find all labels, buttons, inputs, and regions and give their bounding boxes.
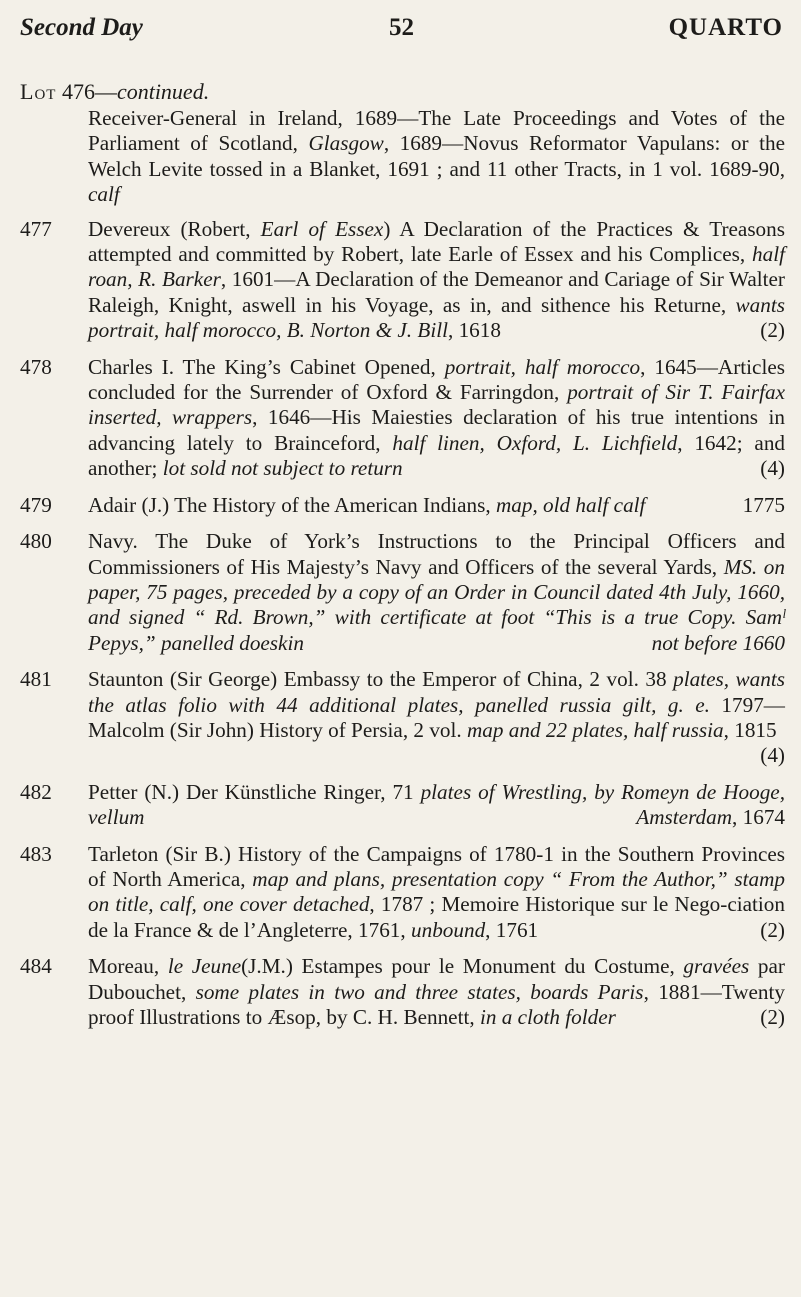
lot-text-run: Receiver-General in Ireland, 1689—The Late Proceedings and Votes of the Parliament of Scotland, <box>88 106 785 156</box>
lot-description <box>88 529 785 656</box>
lot-text-run: portrait of Sir T. Fairfax inserted, wrappers <box>88 380 785 430</box>
lot-text-run: gravées <box>683 954 750 979</box>
lot-text-run: map, old half calf <box>495 492 646 517</box>
lot-text-run: 1797—Malcolm (Sir John) History of Persia, 2 vol. <box>88 692 785 742</box>
running-head <box>20 14 783 44</box>
lot-description <box>88 106 785 208</box>
lot-number: 481 <box>20 667 52 692</box>
lot-text-run: Charles I. The King’s Cabinet Opened, <box>88 354 445 379</box>
lot-entry <box>20 780 785 831</box>
lot-count: (4) <box>760 743 785 768</box>
lot-entry <box>20 954 785 1030</box>
lot-text-run: half linen, Oxford, L. Lichfield <box>392 430 678 455</box>
lot-entry <box>20 217 785 344</box>
lot-text-run: , 1761 <box>485 917 539 942</box>
lot-text-run: unbound <box>411 917 486 942</box>
lot-text-run: map and 22 plates, half russia <box>467 717 724 742</box>
lot-text-run: , 1689—Novus Reformator Vapulans: or the Welch Levite tossed in a Blanket, 1691 ; and 11 other Tracts, in 1 vol. 1689-90, <box>88 131 785 181</box>
lot-number: 483 <box>20 841 52 866</box>
lot-continued-heading <box>20 78 781 106</box>
lot-text-run: , 1645—Articles concluded for the Surrender of Oxford & Farringdon, <box>88 354 785 405</box>
lot-entry <box>20 842 785 944</box>
lot-text-run: , 1815 <box>723 717 777 742</box>
lot-count: (2) <box>760 1005 785 1029</box>
lot-description <box>88 355 785 482</box>
lot-text-run: , 1787 ; Memoire Historique sur le Nego-ciation de la France & de l’Angleterre, 1761, <box>88 892 785 942</box>
lot-count: (4) <box>760 456 785 481</box>
lot-number: 480 <box>20 529 52 554</box>
lot-keyword: Lot <box>20 79 57 104</box>
lot-text-run: par Dubouchet, <box>88 954 785 1004</box>
lot-text-run: , 1646—His Maiesties declaration of his true intentions in advancing lately to Brainceford, <box>88 405 785 455</box>
lot-count: (2) <box>760 917 785 942</box>
header-format: QUARTO <box>668 14 783 41</box>
lot-entry <box>20 106 785 208</box>
lot-text-run: portrait, half morocco <box>444 354 641 379</box>
lot-entry <box>20 529 785 656</box>
lot-text-run: Adair (J.) The History of the American Indians, <box>88 492 496 517</box>
lot-text-run: (J.M.) Estampes pour le Monument du Costume, <box>241 954 684 979</box>
lot-text-run: in a cloth folder <box>479 1005 616 1029</box>
lot-number: 477 <box>20 216 52 241</box>
lot-text-run: , 1618 <box>447 318 501 343</box>
lot-text-run: wants portrait, half morocco, B. Norton & J. Bill <box>88 292 785 343</box>
lot-text-run: Earl of Essex <box>260 216 384 241</box>
lot-count: 1775 <box>742 492 785 517</box>
lot-text-run: plates of Wrestling, by Romeyn de Hooge, vellum <box>88 779 785 830</box>
lot-text-run: Glasgow <box>308 131 384 156</box>
lot-text-run: Petter (N.) Der Künstliche Ringer, 71 <box>88 779 421 804</box>
lot-number: 484 <box>20 954 52 979</box>
lot-text-run: Devereux (Robert, <box>88 216 261 241</box>
lot-text-run: some plates in two and three states, boards Paris <box>195 979 644 1004</box>
lot-description <box>88 954 785 1030</box>
lot-text-run: ) A Declaration of the Practices & Treasons attempted and committed by Robert, late Earle of Essex and his Complices, <box>88 216 785 267</box>
lot-description <box>88 493 785 518</box>
lot-number: 478 <box>20 354 52 379</box>
header-day: Second Day <box>20 14 143 41</box>
lot-text-run: , 1642; and another; <box>88 430 786 481</box>
lot-number: 479 <box>20 492 52 517</box>
lot-list <box>20 106 785 1041</box>
lot-text-run: Staunton (Sir George) Embassy to the Emperor of China, 2 vol. 38 <box>88 667 674 692</box>
lot-text-run: plates, wants the atlas folio with 44 additional plates, panelled russia gilt, g. e. <box>88 667 785 717</box>
lot-text-run: Navy. The Duke of York’s Instructions to the Principal Officers and Commissioners of His Majesty’s Navy and Officers of the several Yards, <box>88 529 785 579</box>
lot-number: 482 <box>20 779 52 804</box>
lot-continued-label: continued. <box>116 79 210 104</box>
lot-description <box>88 780 785 831</box>
lot-count: (2) <box>760 318 785 343</box>
lot-text-run: MS. on paper, 75 pages, preceded by a copy of an Order in Council dated 4th July, 1660, and signed “ Rd. Brown,” with certificate at foot “This is a true Copy. Samˡ Pepys,” panelled doeskin <box>88 554 785 655</box>
lot-entry <box>20 355 785 482</box>
lot-text-run: , 1881—Twenty proof Illustrations to Æsop, by C. H. Bennett, <box>88 979 785 1029</box>
lot-entry <box>20 667 785 769</box>
header-page-number: 52 <box>389 14 414 41</box>
lot-count: Amsterdam, 1674 <box>636 805 785 830</box>
lot-continued-number: 476— <box>61 79 117 104</box>
lot-text-run: le Jeune <box>167 954 242 979</box>
lot-text-run: calf <box>88 182 120 207</box>
lot-description <box>88 667 785 769</box>
lot-text-run: Tarleton (Sir B.) History of the Campaigns of 1780-1 in the Southern Provinces of North America, <box>88 841 785 891</box>
lot-description <box>88 842 785 944</box>
lot-text-run: Moreau, <box>88 954 168 979</box>
lot-text-run: lot sold not subject to return <box>162 456 403 481</box>
lot-text-run: , 1601—A Declaration of the Demeanor and Cariage of Sir Walter Raleigh, Knight, aswell in his Voyage, as in, and sithence his Returne, <box>88 267 785 317</box>
lot-count: not before 1660 <box>651 630 785 655</box>
lot-text-run: half roan, R. Barker <box>88 242 785 292</box>
lot-entry <box>20 493 785 518</box>
lot-text-run: map and plans, presentation copy “ From the Author,” stamp on title, calf, one cover detached <box>88 866 785 917</box>
lot-description <box>88 217 785 344</box>
